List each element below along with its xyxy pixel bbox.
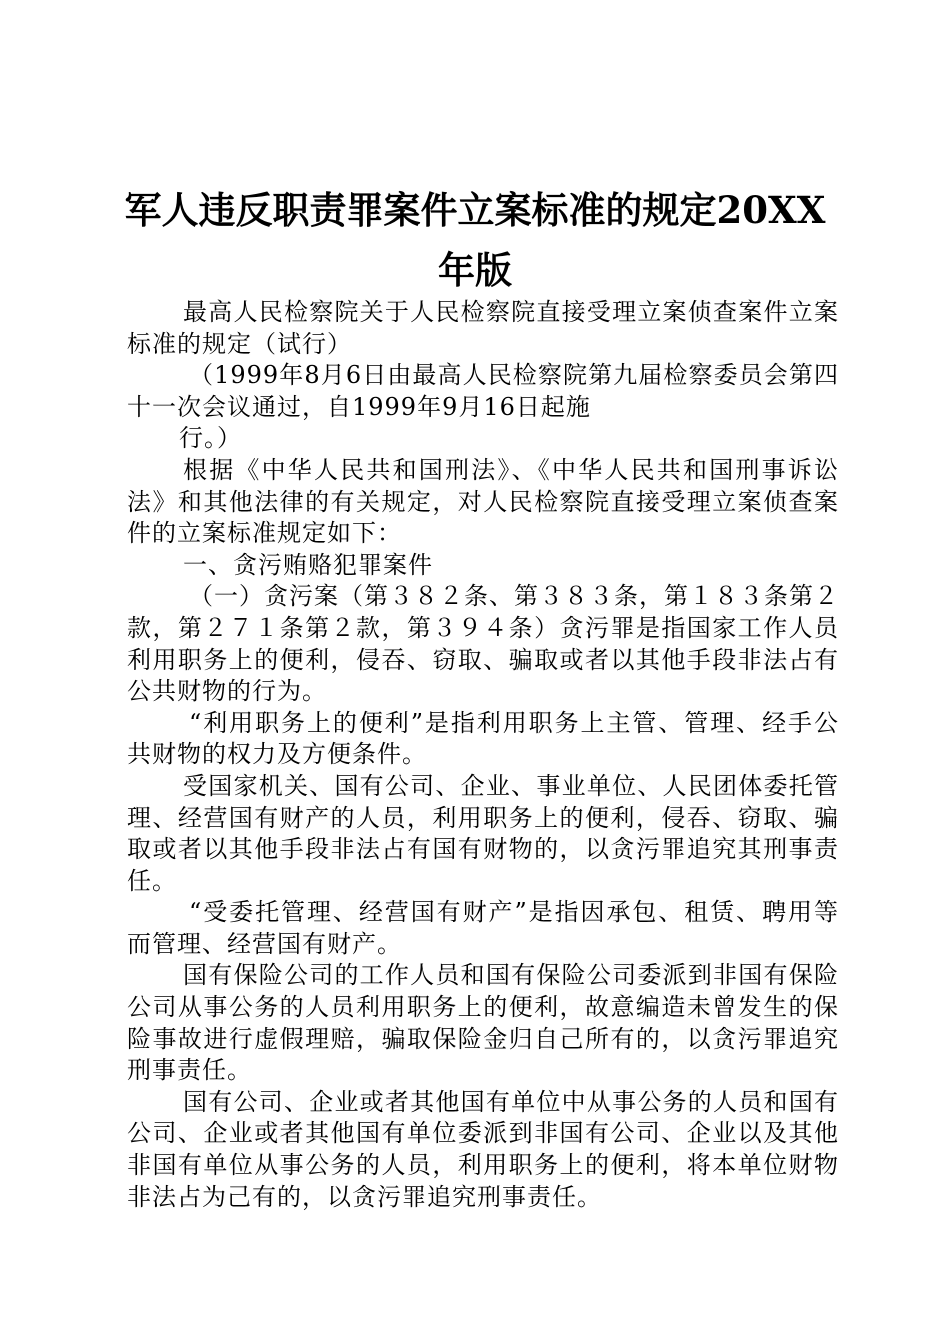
document-body xyxy=(127,297,839,1213)
paragraph-embezzlement-definition: （一）贪污案（第３８２条、第３８３条，第１８３条第２款，第２７１条第２款，第３９４条）贪污罪是指国家工作人员利用职务上的便利，侵吞、窃取、骗取或者以其他手段非法占有公共财物的行为。 xyxy=(127,582,839,706)
section-heading-corruption: 一、贪污贿赂犯罪案件 xyxy=(183,550,433,579)
document-title: 军人违反职责罪案件立案标准的规定20XX年版 xyxy=(124,188,826,292)
paragraph-state-enterprise-staff: 国有公司、企业或者其他国有单位中从事公务的人员和国有公司、企业或者其他国有单位委派到非国有公司、企业以及其他非国有单位从事公务的人员，利用职务上的便利，将本单位财物非法占为己有的，以贪污罪追究刑事责任。 xyxy=(127,1087,839,1211)
paragraph-entrusted-persons: 受国家机关、国有公司、企业、事业单位、人民团体委托管理、经营国有财产的人员，利用职务上的便利，侵吞、窃取、骗取或者以其他手段非法占有国有财物的，以贪污罪追究其刑事责任。 xyxy=(127,771,839,895)
paragraph-adoption-note-end: 行。） xyxy=(179,424,242,453)
paragraph-heading-regulation: 最高人民检察院关于人民检察院直接受理立案侦查案件立案标准的规定（试行） xyxy=(127,298,839,358)
paragraph-legal-basis: 根据《中华人民共和国刑法》、《中华人民共和国刑事诉讼法》和其他法律的有关规定，对人民检察院直接受理立案侦查案件的立案标准规定如下： xyxy=(127,455,839,548)
paragraph-entrusted-management: “受委托管理、经营国有财产”是指因承包、租赁、聘用等而管理、经营国有财产。 xyxy=(127,898,839,958)
paragraph-insurance-staff: 国有保险公司的工作人员和国有保险公司委派到非国有保险公司从事公务的人员利用职务上的便利，故意编造未曾发生的保险事故进行虚假理赔，骗取保险金归自己所有的，以贪污罪追究刑事责任。 xyxy=(127,961,839,1085)
paragraph-adoption-note: （1999年8月6日由最高人民检察院第九届检察委员会第四十一次会议通过，自1999年9月16日起施 xyxy=(127,361,839,421)
paragraph-use-of-office: “利用职务上的便利”是指利用职务上主管、管理、经手公共财物的权力及方便条件。 xyxy=(127,708,839,769)
